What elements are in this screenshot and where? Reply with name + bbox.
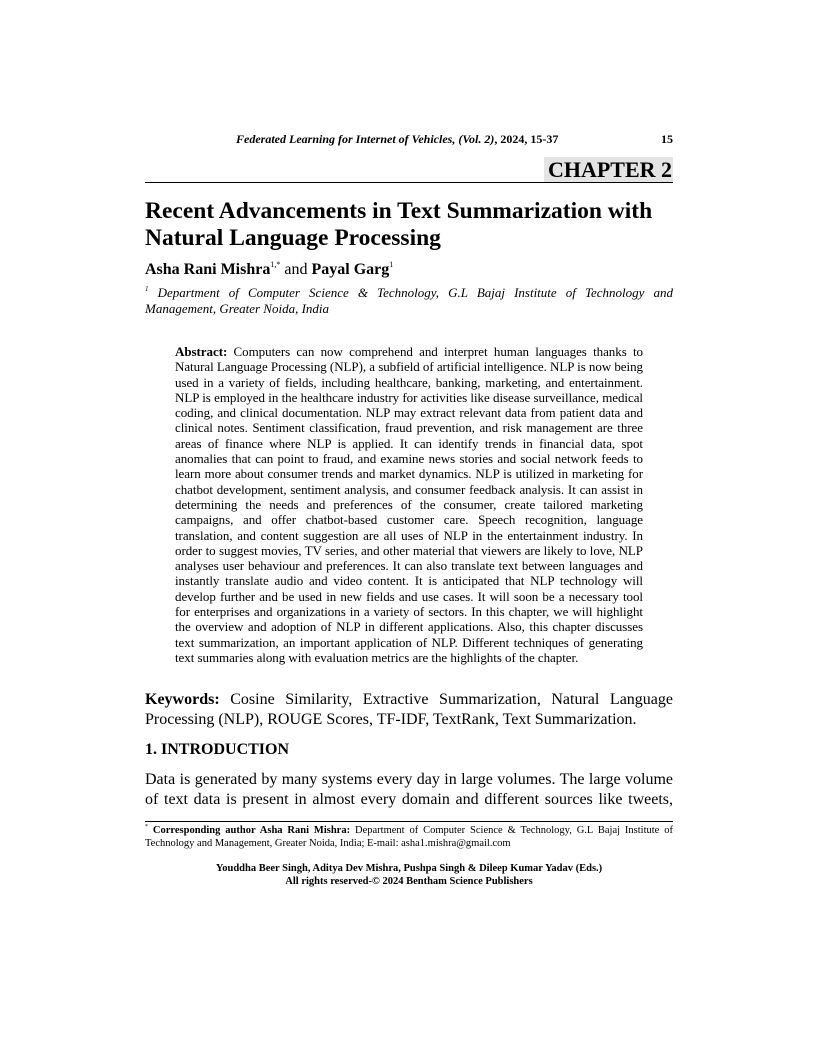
footnote-rule [145, 821, 673, 822]
abstract-label: Abstract: [175, 344, 228, 359]
chapter-label: CHAPTER 2 [544, 157, 673, 183]
running-head [145, 131, 673, 149]
author-affiliation-mark: 1 [389, 260, 394, 269]
chapter-rule [145, 182, 673, 183]
page-number: 15 [661, 132, 673, 146]
book-title: Federated Learning for Internet of Vehicles, (Vol. 2) [236, 132, 495, 146]
footnote-mark: * [145, 824, 148, 830]
affiliation-mark: 1 [145, 285, 149, 293]
running-head-citation [236, 132, 558, 147]
footer-editors: Youddha Beer Singh, Aditya Dev Mishra, Pushpa Singh & Dileep Kumar Yadav (Eds.) [215, 863, 603, 874]
section-heading: 1. INTRODUCTION [145, 741, 290, 758]
abstract [175, 344, 643, 665]
author-name: Payal Garg [311, 261, 390, 278]
footer-rights: All rights reserved-© 2024 Bentham Science Publishers [285, 876, 533, 887]
author-line [145, 260, 393, 280]
footnote-text: Department of Computer Science & Technology, G.L Bajaj Institute of Technology and Management, Greater Noida, India; E-mail: asha1.mishra@gmail.com [145, 825, 673, 849]
footnote [145, 824, 673, 850]
year-pages: , 2024, 15-37 [494, 132, 559, 146]
affiliation-text: Department of Computer Science & Technology, G.L Bajaj Institute of Technology and Management, Greater Noida, India [145, 285, 674, 316]
affiliation [145, 285, 673, 317]
footnote-label: Corresponding author Asha Rani Mishra: [152, 825, 351, 836]
footer [145, 862, 673, 888]
section-body: Data is generated by many systems every day in large volumes. The large volume of text data is present in almost every domain and different sources like tweets, [145, 771, 673, 808]
author-affiliation-mark: 1,* [270, 260, 281, 269]
author-name: Asha Rani Mishra [145, 261, 271, 278]
paper-title: Recent Advancements in Text Summarization with Natural Language Processing [145, 198, 653, 251]
abstract-text: Computers can now comprehend and interpret human languages thanks to Natural Language Processing (NLP), a subfield of artificial intelligence. NLP is now being used in a variety of fields, including healthcare, banking, marketing, and entertainment. NLP is employed in the healthcare industry for activities like disease surveillance, medical coding, and clinical documentation. NLP may extract relevant data from patient data and clinical notes. Sentiment classification, fraud prevention, and risk management are three areas of finance where NLP is applied. It can identify trends in financial data, spot anomalies that can point to fraud, and examine news stories and social network feeds to learn more about consumer trends and market dynamics. NLP is utilized in marketing for chatbot development, sentiment analysis, and consumer feedback analysis. It can assist in determining the needs and preferences of the consumer, create tailored marketing campaigns, and offer chatbot-based customer care. Speech recognition, language translation, and content suggestion are all uses of NLP in the entertainment industry. In order to suggest movies, TV series, and other material that viewers are likely to love, NLP analyses user behaviour and preferences. It can also translate text between languages and instantly translate audio and video content. It is anticipated that NLP technology will develop further and be used in new fields and use cases. It will soon be a necessary tool for enterprises and organizations in a variety of sectors. In this chapter, we will highlight the overview and adoption of NLP in different applications. Also, this chapter discusses text summarization, an important application of NLP. Different techniques of generating text summaries along with evaluation metrics are the highlights of the chapter. [175, 344, 643, 665]
keywords [145, 690, 673, 730]
keywords-label: Keywords: [145, 691, 220, 708]
keywords-text: Cosine Similarity, Extractive Summarization, Natural Language Processing (NLP), ROUGE Scores, TF-IDF, TextRank, Text Summarization. [145, 691, 673, 728]
author-connector: and [284, 261, 308, 278]
